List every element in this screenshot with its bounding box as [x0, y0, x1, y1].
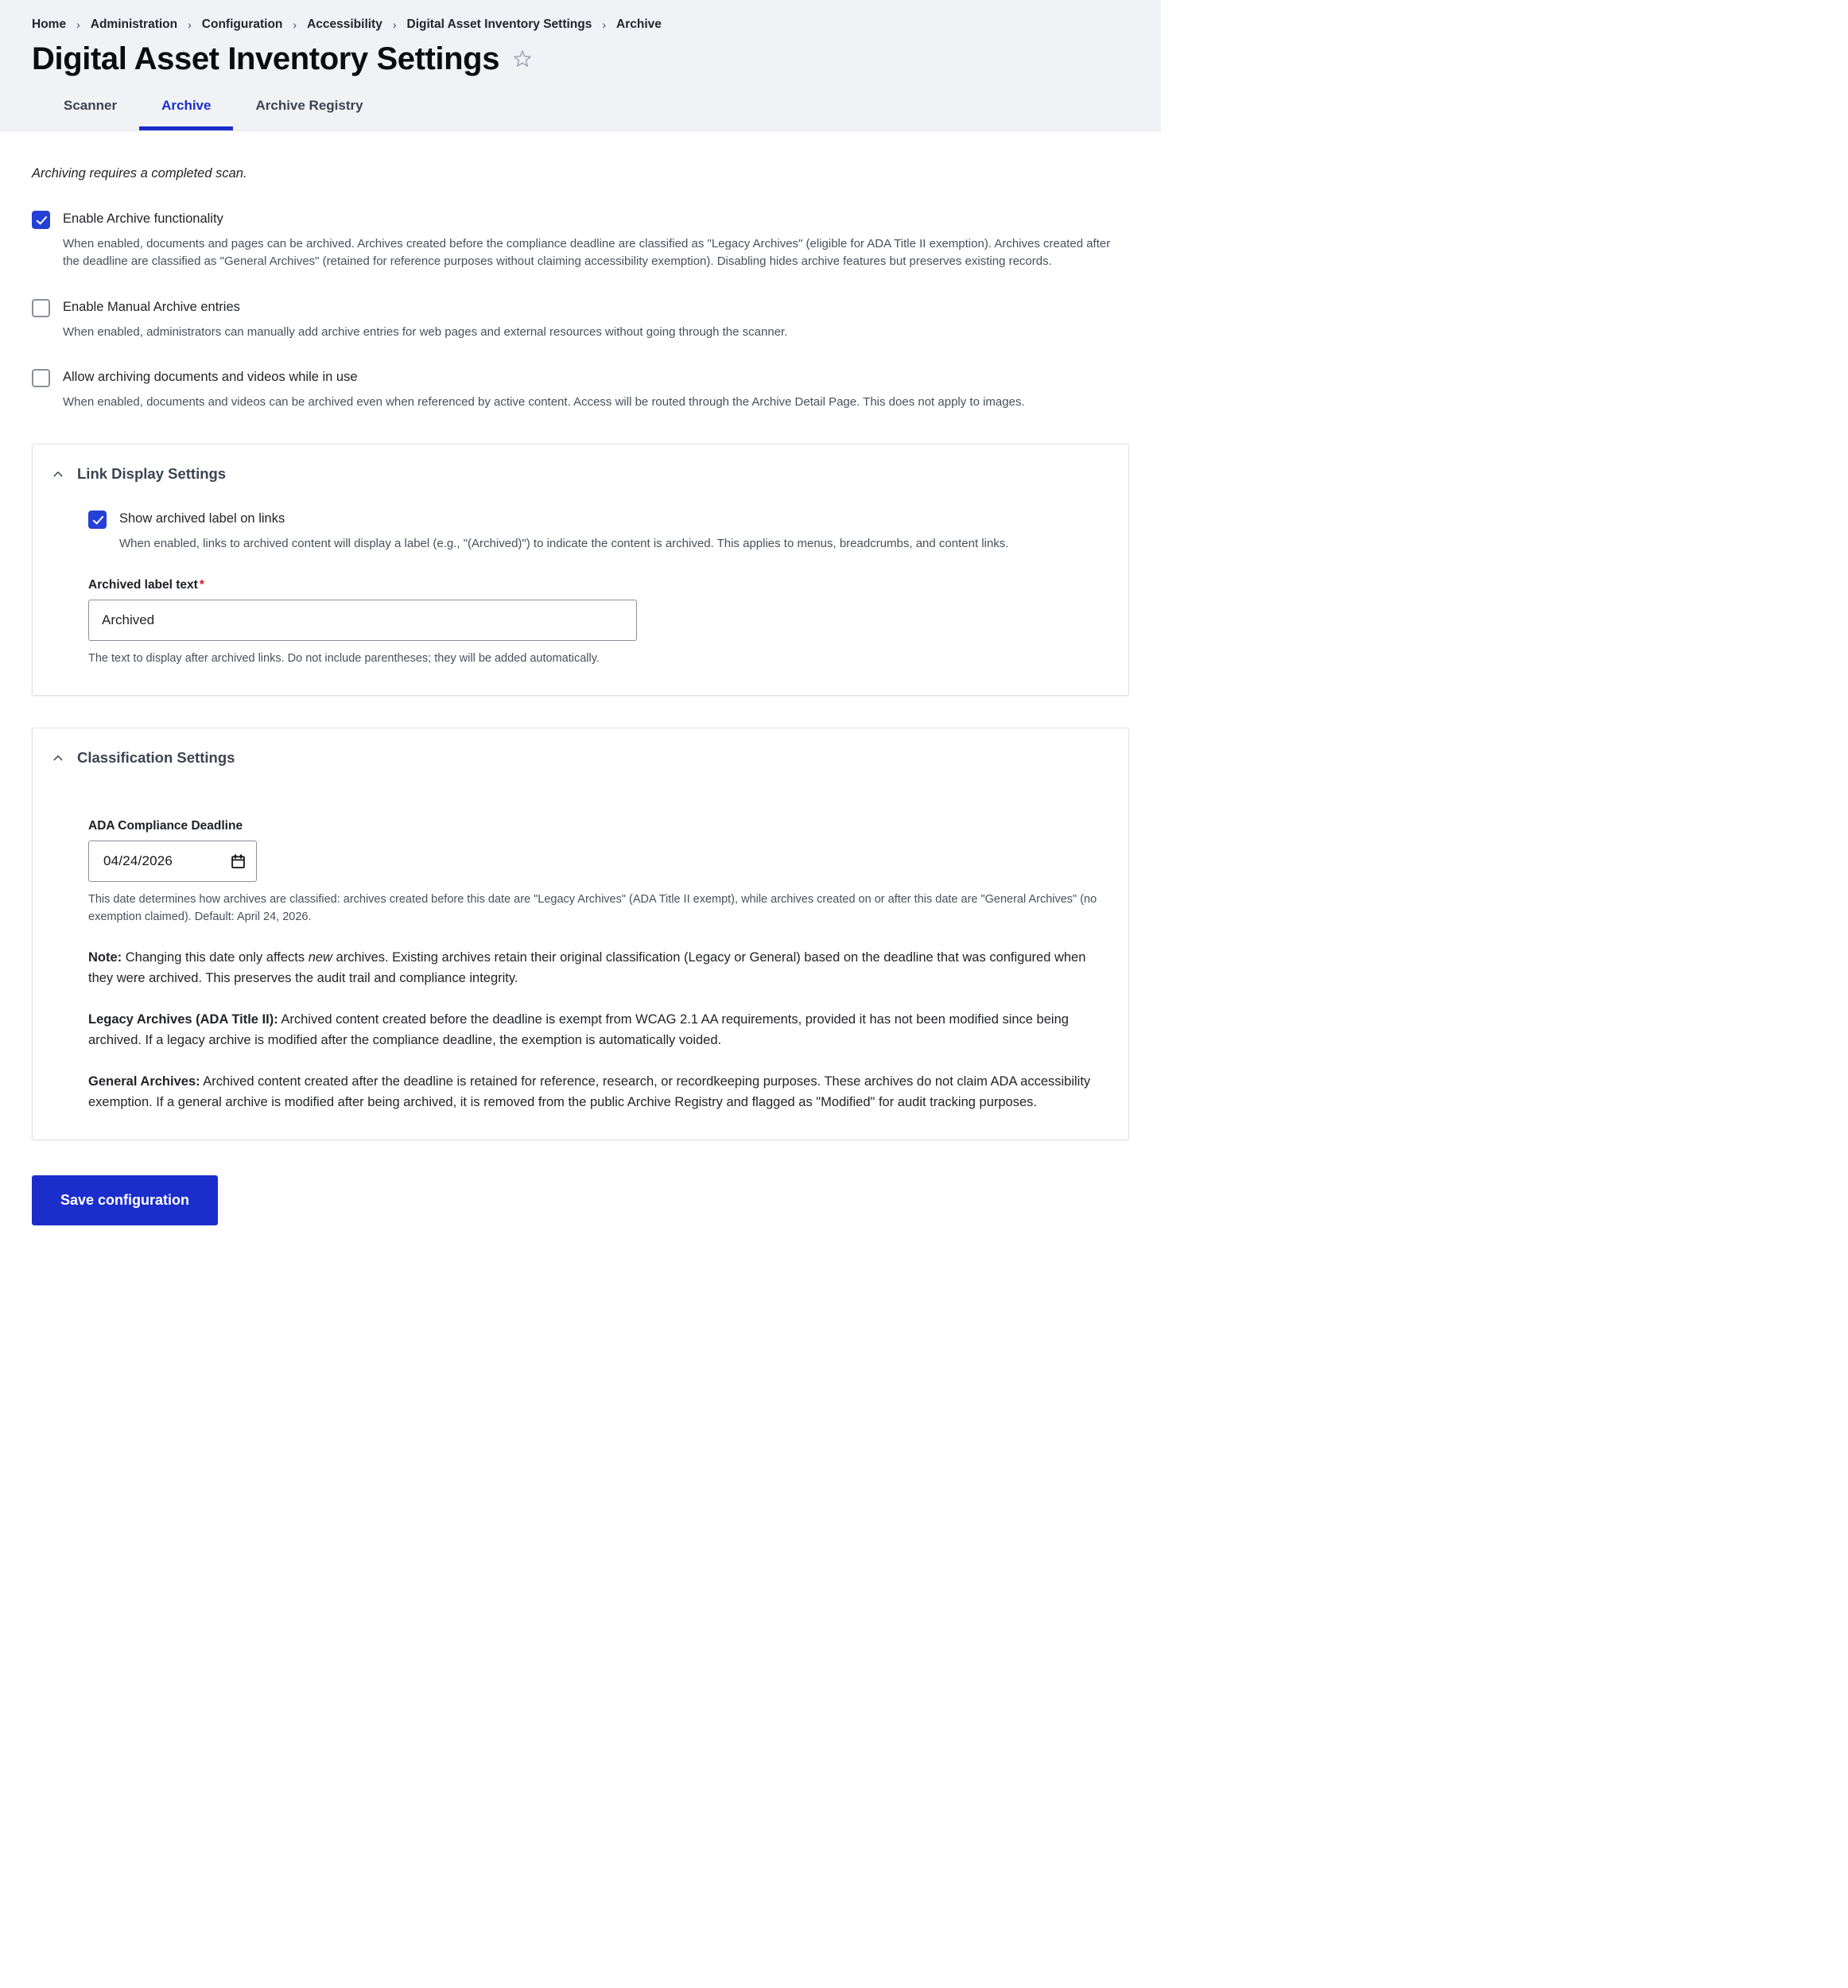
intro-note: Archiving requires a completed scan.	[32, 165, 247, 181]
note-paragraph-changing-date	[88, 947, 1098, 988]
breadcrumb-separator-icon: ›	[293, 18, 297, 31]
chevron-up-icon[interactable]	[52, 751, 64, 764]
checkbox-row	[32, 368, 1129, 387]
breadcrumb-item-home[interactable]: Home	[32, 17, 67, 31]
checkbox-label[interactable]: Enable Archive functionality	[63, 211, 223, 226]
checkbox-description: When enabled, administrators can manually add archive entries for web pages and external resources without going through the scanner.	[63, 324, 788, 339]
card-body-classification-settings	[52, 773, 1098, 1112]
breadcrumb-item-archive[interactable]: Archive	[616, 17, 662, 31]
checkbox-label[interactable]: Enable Manual Archive entries	[63, 299, 240, 314]
ada-compliance-deadline-input[interactable]	[88, 841, 257, 882]
breadcrumb-separator-icon: ›	[188, 18, 192, 31]
breadcrumb-separator-icon: ›	[602, 18, 607, 31]
ada-compliance-deadline-label: ADA Compliance Deadline	[88, 819, 243, 833]
checkbox-description: When enabled, links to archived content will display a label (e.g., "(Archived)") to indicate the content is archived. This applies to menus, breadcrumbs, and content links.	[119, 536, 1009, 550]
tab-bar	[0, 77, 1161, 130]
checkbox-show-archived-label-on-links[interactable]	[88, 511, 107, 529]
date-value: 04/24/2026	[103, 853, 173, 869]
note-lead: General Archives:	[88, 1074, 200, 1089]
card-classification-settings	[32, 728, 1129, 1140]
settings-form	[0, 166, 1161, 1257]
note-paragraph-legacy-archives	[88, 1009, 1098, 1050]
checkbox-row	[88, 510, 1098, 529]
star-outline-icon[interactable]	[512, 49, 533, 69]
archived-label-text-input[interactable]	[88, 600, 637, 641]
checkbox-label[interactable]: Show archived label on links	[119, 511, 285, 526]
note-emphasis: new	[308, 949, 332, 965]
field-enable-archive-functionality	[32, 210, 1129, 271]
tab-scanner[interactable]: Scanner	[64, 97, 118, 113]
checkbox-row	[32, 210, 1129, 229]
checkbox-row	[32, 298, 1129, 317]
breadcrumb-separator-icon: ›	[76, 18, 80, 31]
breadcrumb-item-configuration[interactable]: Configuration	[201, 17, 283, 31]
checkbox-enable-archive-functionality[interactable]	[32, 211, 50, 229]
page-title: Digital Asset Inventory Settings	[32, 41, 500, 76]
card-body-link-display-settings	[52, 489, 1098, 668]
card-title: Classification Settings	[77, 749, 235, 767]
breadcrumb-separator-icon: ›	[392, 18, 397, 31]
note-text-before: Archived content created before the deadline is exempt from WCAG 2.1 AA requirements, provided it has not been modified since being archived. If a legacy archive is modified after the compliance deadline, the exemption is automatically voided.	[88, 1011, 1069, 1047]
tab-archive-registry[interactable]: Archive Registry	[255, 97, 363, 113]
card-header-classification-settings[interactable]	[52, 749, 1098, 767]
breadcrumb-item-administration[interactable]: Administration	[90, 17, 178, 31]
checkbox-description: When enabled, documents and videos can be archived even when referenced by active content. Access will be routed through the Archive Detail Page. This does not apply to images.	[63, 395, 1025, 410]
ada-compliance-deadline-help: This date determines how archives are classified: archives created before this date are "Legacy Archives" (ADA Title II exempt), while archives created on or after this date are "General Archives" (no exemption claimed). Default: April 24, 2026.	[88, 893, 1097, 923]
note-paragraph-general-archives	[88, 1071, 1098, 1112]
chevron-up-icon[interactable]	[52, 468, 64, 480]
title-row	[0, 32, 1161, 77]
required-marker: *	[199, 578, 204, 592]
breadcrumb	[0, 14, 1161, 32]
checkbox-description: When enabled, documents and pages can be archived. Archives created before the compliance deadline are classified as "Legacy Archives" (eligible for ADA Title II exemption). Archives created after the deadline are classified as "General Archives" (retained for reference purposes without claiming accessibility exemption). Disabling hides archive features but preserves existing records.	[63, 236, 1111, 269]
checkbox-enable-manual-archive-entries[interactable]	[32, 299, 50, 317]
checkbox-allow-archiving-in-use[interactable]	[32, 369, 50, 387]
note-lead: Legacy Archives (ADA Title II):	[88, 1011, 278, 1027]
tab-archive[interactable]: Archive	[139, 98, 233, 130]
page-header	[0, 0, 1161, 131]
breadcrumb-item-digital-asset-inventory-settings[interactable]: Digital Asset Inventory Settings	[406, 17, 592, 31]
calendar-icon[interactable]	[230, 853, 247, 870]
card-link-display-settings	[32, 444, 1129, 696]
card-header-link-display-settings[interactable]	[52, 465, 1098, 483]
note-text-before: Changing this date only affects	[122, 949, 309, 965]
field-allow-archiving-in-use	[32, 368, 1129, 412]
archived-label-text-help: The text to display after archived links. Do not include parentheses; they will be added automatically.	[88, 652, 600, 666]
card-title: Link Display Settings	[77, 464, 227, 482]
label-text: Archived label text	[88, 578, 198, 592]
note-text-after: archives. Existing archives retain their original classification (Legacy or General) based on the deadline that was configured when they were archived. This preserves the audit trail and compliance integrity.	[88, 949, 1086, 985]
save-configuration-button[interactable]: Save configuration	[32, 1175, 218, 1225]
note-text-before: Archived content created after the deadline is retained for reference, research, or recordkeeping purposes. These archives do not claim ADA accessibility exemption. If a general archive is modified after being archived, it is removed from the public Archive Registry and flagged as "Modified" for audit tracking purposes.	[88, 1074, 1091, 1109]
note-lead: Note:	[88, 949, 122, 965]
field-enable-manual-archive-entries	[32, 298, 1129, 342]
checkbox-label[interactable]: Allow archiving documents and videos while in use	[63, 370, 358, 385]
archived-label-text-label	[88, 578, 1098, 592]
breadcrumb-item-accessibility[interactable]: Accessibility	[307, 17, 382, 31]
